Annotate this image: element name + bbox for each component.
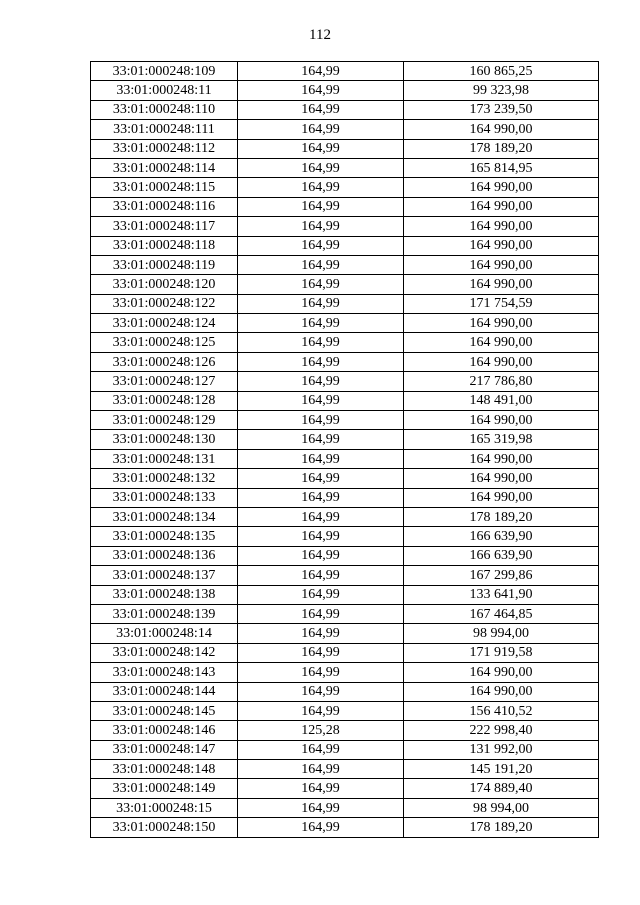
cadastral-value-cell: 98 994,00 xyxy=(404,624,599,643)
area-cell: 164,99 xyxy=(238,255,404,274)
cadastral-value-cell: 171 754,59 xyxy=(404,294,599,313)
area-cell: 164,99 xyxy=(238,798,404,817)
table-row xyxy=(91,62,599,81)
area-cell: 164,99 xyxy=(238,643,404,662)
cadastral-value-cell: 166 639,90 xyxy=(404,527,599,546)
table-row xyxy=(91,818,599,837)
area-cell: 164,99 xyxy=(238,507,404,526)
area-cell: 164,99 xyxy=(238,546,404,565)
table-row xyxy=(91,546,599,565)
cadastral-number-cell: 33:01:000248:114 xyxy=(91,158,238,177)
cadastral-number-cell: 33:01:000248:149 xyxy=(91,779,238,798)
area-cell: 164,99 xyxy=(238,120,404,139)
area-cell: 164,99 xyxy=(238,139,404,158)
cadastral-value-cell: 164 990,00 xyxy=(404,255,599,274)
cadastral-number-cell: 33:01:000248:110 xyxy=(91,100,238,119)
table-row xyxy=(91,236,599,255)
area-cell: 164,99 xyxy=(238,81,404,100)
table-row xyxy=(91,527,599,546)
area-cell: 164,99 xyxy=(238,740,404,759)
cadastral-number-cell: 33:01:000248:148 xyxy=(91,760,238,779)
area-cell: 164,99 xyxy=(238,585,404,604)
table-row xyxy=(91,352,599,371)
table-row xyxy=(91,197,599,216)
cadastral-number-cell: 33:01:000248:142 xyxy=(91,643,238,662)
cadastral-value-cell: 164 990,00 xyxy=(404,333,599,352)
cadastral-number-cell: 33:01:000248:131 xyxy=(91,449,238,468)
table-row xyxy=(91,663,599,682)
cadastral-number-cell: 33:01:000248:109 xyxy=(91,62,238,81)
cadastral-number-cell: 33:01:000248:143 xyxy=(91,663,238,682)
cadastral-value-cell: 145 191,20 xyxy=(404,760,599,779)
cadastral-value-cell: 164 990,00 xyxy=(404,197,599,216)
area-cell: 164,99 xyxy=(238,566,404,585)
cadastral-number-cell: 33:01:000248:133 xyxy=(91,488,238,507)
cadastral-value-cell: 164 990,00 xyxy=(404,120,599,139)
area-cell: 164,99 xyxy=(238,604,404,623)
cadastral-number-cell: 33:01:000248:11 xyxy=(91,81,238,100)
area-cell: 164,99 xyxy=(238,294,404,313)
table-row xyxy=(91,372,599,391)
table-row xyxy=(91,779,599,798)
table-row xyxy=(91,740,599,759)
cadastral-value-cell: 178 189,20 xyxy=(404,139,599,158)
area-cell: 164,99 xyxy=(238,197,404,216)
table-row xyxy=(91,604,599,623)
table-row xyxy=(91,701,599,720)
table-row xyxy=(91,333,599,352)
cadastral-number-cell: 33:01:000248:124 xyxy=(91,314,238,333)
table-row xyxy=(91,275,599,294)
page-number: 112 xyxy=(309,27,331,43)
table-row xyxy=(91,120,599,139)
cadastral-number-cell: 33:01:000248:128 xyxy=(91,391,238,410)
area-cell: 164,99 xyxy=(238,624,404,643)
table-row xyxy=(91,217,599,236)
cadastral-number-cell: 33:01:000248:135 xyxy=(91,527,238,546)
cadastral-value-cell: 166 639,90 xyxy=(404,546,599,565)
area-cell: 164,99 xyxy=(238,158,404,177)
cadastral-number-cell: 33:01:000248:145 xyxy=(91,701,238,720)
cadastral-number-cell: 33:01:000248:111 xyxy=(91,120,238,139)
cadastral-value-cell: 164 990,00 xyxy=(404,217,599,236)
table-row xyxy=(91,314,599,333)
table-row xyxy=(91,760,599,779)
cadastral-value-cell: 167 299,86 xyxy=(404,566,599,585)
cadastral-number-cell: 33:01:000248:115 xyxy=(91,178,238,197)
area-cell: 164,99 xyxy=(238,314,404,333)
cadastral-value-cell: 164 990,00 xyxy=(404,663,599,682)
table-row xyxy=(91,469,599,488)
cadastral-number-cell: 33:01:000248:150 xyxy=(91,818,238,837)
cadastral-value-cell: 164 990,00 xyxy=(404,352,599,371)
cadastral-value-cell: 164 990,00 xyxy=(404,488,599,507)
table-row xyxy=(91,411,599,430)
cadastral-number-cell: 33:01:000248:112 xyxy=(91,139,238,158)
table-row xyxy=(91,391,599,410)
table-row xyxy=(91,721,599,740)
table-row xyxy=(91,255,599,274)
cadastral-value-cell: 164 990,00 xyxy=(404,314,599,333)
area-cell: 164,99 xyxy=(238,430,404,449)
area-cell: 164,99 xyxy=(238,469,404,488)
table-row xyxy=(91,100,599,119)
area-cell: 164,99 xyxy=(238,372,404,391)
cadastral-number-cell: 33:01:000248:136 xyxy=(91,546,238,565)
table-row xyxy=(91,430,599,449)
area-cell: 164,99 xyxy=(238,760,404,779)
cadastral-number-cell: 33:01:000248:15 xyxy=(91,798,238,817)
table-row xyxy=(91,81,599,100)
cadastral-number-cell: 33:01:000248:137 xyxy=(91,566,238,585)
cadastral-value-cell: 98 994,00 xyxy=(404,798,599,817)
cadastral-value-cell: 164 990,00 xyxy=(404,411,599,430)
area-cell: 125,28 xyxy=(238,721,404,740)
cadastral-value-cell: 164 990,00 xyxy=(404,236,599,255)
cadastral-value-cell: 165 319,98 xyxy=(404,430,599,449)
area-cell: 164,99 xyxy=(238,682,404,701)
cadastral-number-cell: 33:01:000248:119 xyxy=(91,255,238,274)
cadastral-value-cell: 167 464,85 xyxy=(404,604,599,623)
cadastral-number-cell: 33:01:000248:139 xyxy=(91,604,238,623)
area-cell: 164,99 xyxy=(238,527,404,546)
cadastral-number-cell: 33:01:000248:147 xyxy=(91,740,238,759)
cadastral-number-cell: 33:01:000248:14 xyxy=(91,624,238,643)
table-row xyxy=(91,294,599,313)
cadastral-value-cell: 164 990,00 xyxy=(404,449,599,468)
cadastral-number-cell: 33:01:000248:129 xyxy=(91,411,238,430)
cadastral-value-cell: 99 323,98 xyxy=(404,81,599,100)
cadastral-value-cell: 222 998,40 xyxy=(404,721,599,740)
table-row xyxy=(91,158,599,177)
cadastral-number-cell: 33:01:000248:134 xyxy=(91,507,238,526)
cadastral-value-cell: 160 865,25 xyxy=(404,62,599,81)
area-cell: 164,99 xyxy=(238,352,404,371)
table-row xyxy=(91,139,599,158)
table-row xyxy=(91,798,599,817)
cadastral-number-cell: 33:01:000248:146 xyxy=(91,721,238,740)
table-row xyxy=(91,585,599,604)
area-cell: 164,99 xyxy=(238,449,404,468)
area-cell: 164,99 xyxy=(238,236,404,255)
area-cell: 164,99 xyxy=(238,779,404,798)
table-row xyxy=(91,507,599,526)
area-cell: 164,99 xyxy=(238,701,404,720)
area-cell: 164,99 xyxy=(238,333,404,352)
area-cell: 164,99 xyxy=(238,100,404,119)
cadastral-number-cell: 33:01:000248:122 xyxy=(91,294,238,313)
area-cell: 164,99 xyxy=(238,217,404,236)
cadastral-value-cell: 173 239,50 xyxy=(404,100,599,119)
cadastral-value-cell: 164 990,00 xyxy=(404,178,599,197)
area-cell: 164,99 xyxy=(238,818,404,837)
cadastral-number-cell: 33:01:000248:125 xyxy=(91,333,238,352)
cadastral-value-cell: 131 992,00 xyxy=(404,740,599,759)
cadastral-number-cell: 33:01:000248:130 xyxy=(91,430,238,449)
table-row xyxy=(91,488,599,507)
area-cell: 164,99 xyxy=(238,391,404,410)
cadastral-value-cell: 178 189,20 xyxy=(404,507,599,526)
cadastral-value-cell: 164 990,00 xyxy=(404,682,599,701)
area-cell: 164,99 xyxy=(238,411,404,430)
cadastral-value-cell: 165 814,95 xyxy=(404,158,599,177)
area-cell: 164,99 xyxy=(238,488,404,507)
cadastral-value-cell: 174 889,40 xyxy=(404,779,599,798)
cadastral-value-table xyxy=(90,61,599,838)
area-cell: 164,99 xyxy=(238,275,404,294)
table-body xyxy=(91,62,599,838)
cadastral-value-cell: 156 410,52 xyxy=(404,701,599,720)
table-row xyxy=(91,682,599,701)
cadastral-number-cell: 33:01:000248:132 xyxy=(91,469,238,488)
table-row xyxy=(91,624,599,643)
cadastral-number-cell: 33:01:000248:144 xyxy=(91,682,238,701)
area-cell: 164,99 xyxy=(238,663,404,682)
table-row xyxy=(91,178,599,197)
cadastral-value-cell: 171 919,58 xyxy=(404,643,599,662)
cadastral-value-cell: 164 990,00 xyxy=(404,275,599,294)
cadastral-number-cell: 33:01:000248:117 xyxy=(91,217,238,236)
cadastral-value-cell: 217 786,80 xyxy=(404,372,599,391)
cadastral-number-cell: 33:01:000248:127 xyxy=(91,372,238,391)
cadastral-number-cell: 33:01:000248:116 xyxy=(91,197,238,216)
cadastral-number-cell: 33:01:000248:126 xyxy=(91,352,238,371)
cadastral-value-cell: 178 189,20 xyxy=(404,818,599,837)
cadastral-number-cell: 33:01:000248:120 xyxy=(91,275,238,294)
cadastral-value-cell: 133 641,90 xyxy=(404,585,599,604)
area-cell: 164,99 xyxy=(238,178,404,197)
area-cell: 164,99 xyxy=(238,62,404,81)
table-row xyxy=(91,449,599,468)
cadastral-number-cell: 33:01:000248:118 xyxy=(91,236,238,255)
cadastral-value-cell: 148 491,00 xyxy=(404,391,599,410)
cadastral-value-cell: 164 990,00 xyxy=(404,469,599,488)
cadastral-number-cell: 33:01:000248:138 xyxy=(91,585,238,604)
table-row xyxy=(91,566,599,585)
table-row xyxy=(91,643,599,662)
